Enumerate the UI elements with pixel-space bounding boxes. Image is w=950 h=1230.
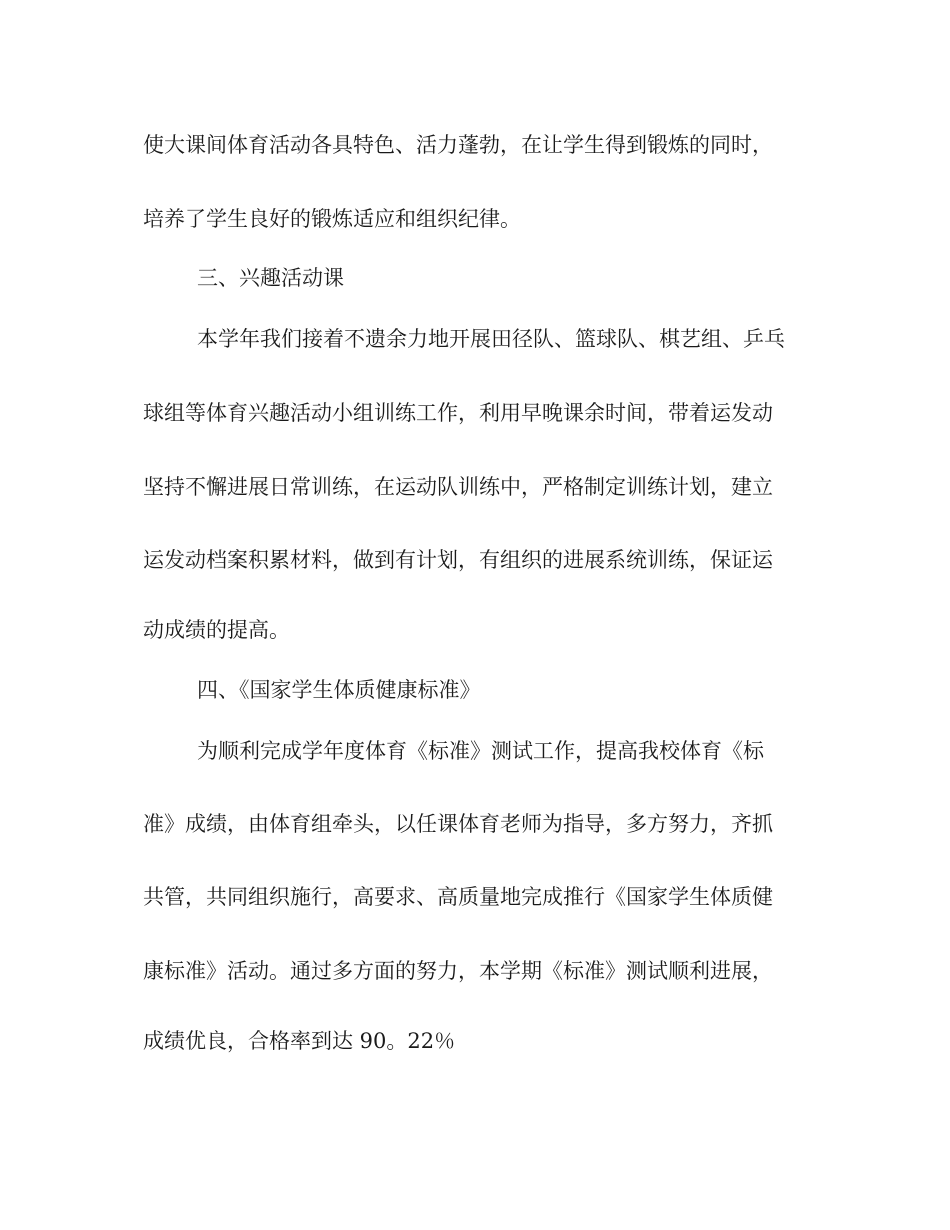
body-text-line: 球组等体育兴趣活动小组训练工作，利用早晚课余时间，带着运发动 (143, 401, 773, 425)
body-text-line: 康标准》活动。通过多方面的努力，本学期《标准》测试顺利进展， (143, 959, 773, 983)
paragraph-first-line: 为顺利完成学年度体育《标准》测试工作，提高我校体育《标 (197, 739, 764, 763)
body-text-line: 成绩优良，合格率到达 90。22％ (143, 1029, 456, 1053)
body-text-line: 共管，共同组织施行，高要求、高质量地完成推行《国家学生体质健 (143, 885, 773, 909)
body-text-line: 动成绩的提高。 (143, 618, 290, 642)
body-text-line: 培养了学生良好的锻炼适应和组织纪律。 (143, 207, 521, 231)
section-heading: 四、《国家学生体质健康标准》 (197, 678, 481, 702)
section-heading: 三、兴趣活动课 (197, 266, 344, 290)
body-text-line: 使大课间体育活动各具特色、活力蓬勃，在让学生得到锻炼的同时， (143, 133, 773, 157)
body-text-line: 准》成绩，由体育组牵头，以任课体育老师为指导，多方努力，齐抓 (143, 812, 773, 836)
body-text-line: 运发动档案积累材料，做到有计划，有组织的进展系统训练，保证运 (143, 548, 773, 572)
body-text-line: 坚持不懈进展日常训练，在运动队训练中，严格制定训练计划，建立 (143, 475, 773, 499)
paragraph-first-line: 本学年我们接着不遗余力地开展田径队、篮球队、棋艺组、乒乓 (197, 327, 785, 351)
